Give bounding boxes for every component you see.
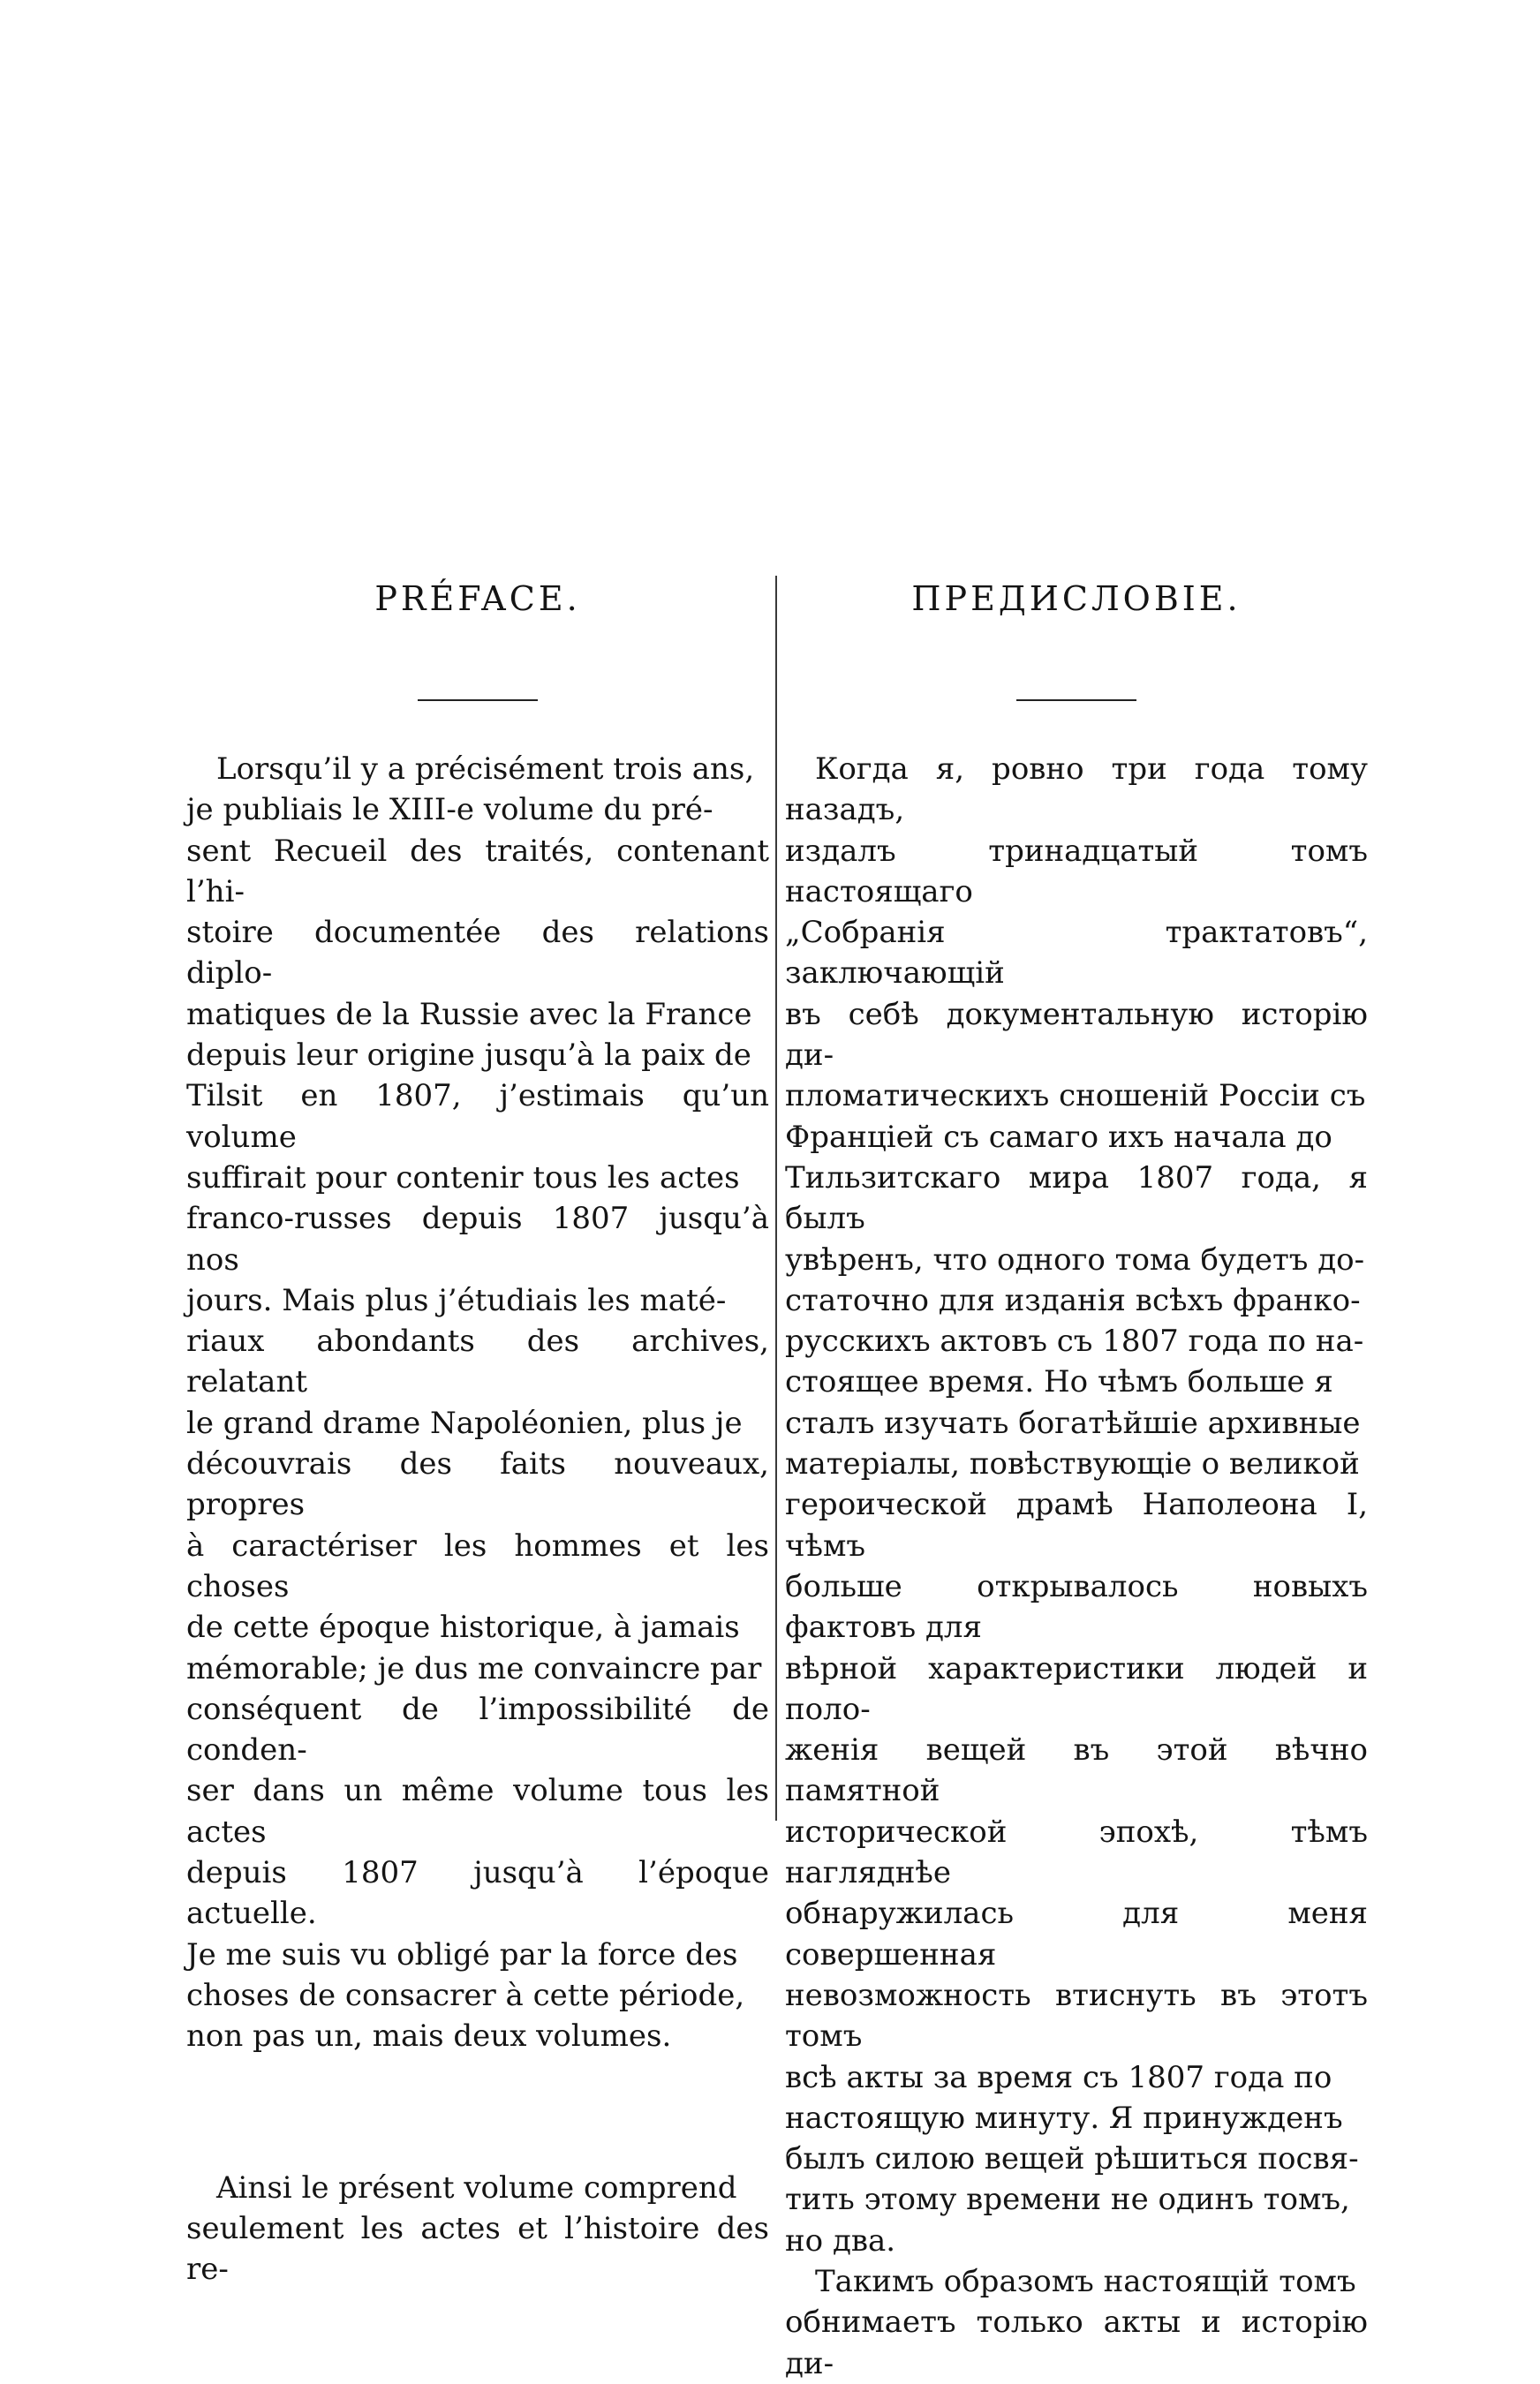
russian-paragraph-1: Когда я, ровно три года тому назадъ, издалъ тринадцатый томъ настоящаго „Собранія трактатовъ“, заключающій въ себѣ документальную исторію ди- пломатическихъ сношеній Россіи съ Франціей съ самаго ихъ начала до Тильзитскаго мира 1807 года, я былъ увѣренъ, что одного тома будетъ до- статочно для изданія всѣхъ франко- русскихъ актовъ съ 1807 года по на- стоящее время. Но чѣмъ больше я сталъ изучать богатѣйшіе архивные матеріалы, повѣствующіе о великой героической драмѣ Наполеона I, чѣмъ больше открывалось новыхъ фактовъ для вѣрной характеристики людей и поло- женія вещей въ этой вѣчно памятной исторической эпохѣ, тѣмъ нагляднѣе обнаружилась для меня совершенная невозможность втиснуть въ этотъ томъ всѣ акты за время съ 1807 года по настоящую минуту. Я принужденъ былъ силою вещей рѣшиться посвя- тить этому времени не одинъ томъ, но два. [785,751,1368,2259]
french-paragraph-1: Lorsqu’il y a précisément trois ans, je publiais le XIII-e volume du pré- sent Recueil des traités, contenant l’hi- stoire documentée des relations diplo- matiques de la Russie avec la France depuis leur origine jusqu’à la paix de Tilsit en 1807, j’estimais qu’un volume suffirait pour contenir tous les actes franco-russes depuis 1807 jusqu’à nos jours. Mais plus j’étudiais les maté- riaux abondants des archives, relatant le grand drame Napoléonien, plus je découvrais des faits nouveaux, propres à caractériser les hommes et les choses de cette époque historique, à jamais mémorable; je dus me convaincre par conséquent de l’impossibilité de conden- ser dans un même volume tous les actes depuis 1807 jusqu’à l’époque actuelle. Je me suis vu obligé par la force des choses de consacrer à cette période, non pas un, mais deux volumes. [186,751,769,2055]
russian-paragraph-2: Такимъ образомъ настоящій томъ обнимаетъ только акты и исторію ди- [785,2263,1368,2381]
russian-heading: ПРЕДИСЛОВІЕ. [911,579,1242,618]
russian-heading-rule [1016,699,1136,701]
french-column [186,572,769,2290]
column-divider [775,576,777,1821]
french-paragraph-2: Ainsi le présent volume comprend seulement les actes et l’histoire des re- [186,2169,769,2288]
french-heading-rule [418,699,538,701]
russian-column [785,572,1368,2384]
french-heading: PRÉFACE. [374,579,581,618]
